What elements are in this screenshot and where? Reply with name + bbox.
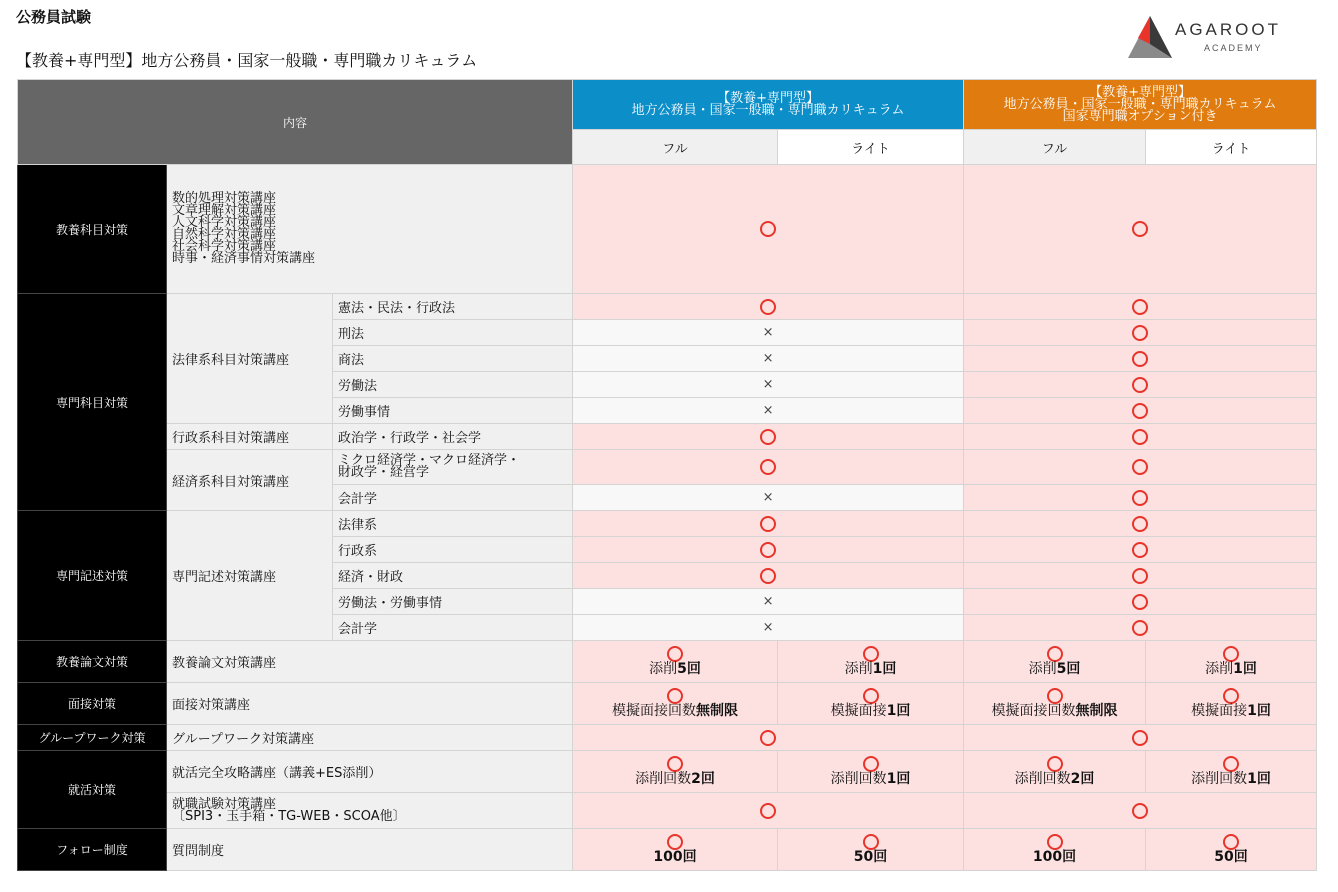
circle-mark <box>573 537 964 563</box>
header-plan-b-full: フル <box>964 130 1146 165</box>
cross-mark: × <box>573 346 964 372</box>
circle-mark <box>573 450 964 485</box>
circle-mark <box>964 450 1317 485</box>
subject: ミクロ経済学・マクロ経済学・ 財政学・経営学 <box>333 450 573 485</box>
circle-mark <box>964 485 1317 511</box>
shukatsu-b-lite: 添削回数1回 <box>1146 751 1317 793</box>
logo-wordmark: AGAROOT <box>1175 20 1282 39</box>
header-plan-a-full: フル <box>573 130 778 165</box>
circle-mark <box>964 537 1317 563</box>
category-group: グループワーク対策 <box>18 725 167 751</box>
admin-course: 行政系科目対策講座 <box>167 424 333 450</box>
circle-mark <box>573 511 964 537</box>
header-plan-a-lite: ライト <box>778 130 964 165</box>
follow-course: 質問制度 <box>167 829 573 871</box>
mensetsu-a-lite: 模擬面接1回 <box>778 683 964 725</box>
circle-mark <box>964 372 1317 398</box>
ronbun-b-lite: 添削1回 <box>1146 641 1317 683</box>
circle-mark <box>964 511 1317 537</box>
logo-triangle-icon <box>1126 14 1174 62</box>
category-mensetsu: 面接対策 <box>18 683 167 725</box>
shukatsu-b-full: 添削回数2回 <box>964 751 1146 793</box>
mensetsu-b-lite: 模擬面接1回 <box>1146 683 1317 725</box>
cross-mark: × <box>573 398 964 424</box>
econ-course: 経済系科目対策講座 <box>167 450 333 511</box>
curriculum-subtitle: 【教養+専門型】地方公務員・国家一般職・専門職カリキュラム <box>16 51 478 70</box>
kijutsu-course: 専門記述対策講座 <box>167 511 333 641</box>
subject: 労働事情 <box>333 398 573 424</box>
follow-b-lite: 50回 <box>1146 829 1317 871</box>
cross-mark: × <box>573 485 964 511</box>
curriculum-table <box>17 79 1317 871</box>
circle-mark <box>964 165 1317 294</box>
circle-mark <box>964 294 1317 320</box>
cross-mark: × <box>573 589 964 615</box>
shukatsu-a-full: 添削回数2回 <box>573 751 778 793</box>
subject: 経済・財政 <box>333 563 573 589</box>
subject: 会計学 <box>333 615 573 641</box>
category-ronbun: 教養論文対策 <box>18 641 167 683</box>
circle-mark <box>964 725 1317 751</box>
header-plan-b-lite: ライト <box>1146 130 1317 165</box>
agaroot-logo <box>1126 14 1306 62</box>
header-content: 内容 <box>18 80 573 165</box>
category-senmon: 専門科目対策 <box>18 294 167 511</box>
circle-mark <box>964 346 1317 372</box>
follow-a-lite: 50回 <box>778 829 964 871</box>
mensetsu-b-full: 模擬面接回数無制限 <box>964 683 1146 725</box>
shukatsu-a-lite: 添削回数1回 <box>778 751 964 793</box>
category-shukatsu: 就活対策 <box>18 751 167 829</box>
mensetsu-a-full: 模擬面接回数無制限 <box>573 683 778 725</box>
group-course: グループワーク対策講座 <box>167 725 573 751</box>
header-plan-a: 【教養+専門型】 地方公務員・国家一般職・専門職カリキュラム <box>573 80 964 130</box>
mensetsu-course: 面接対策講座 <box>167 683 573 725</box>
circle-mark <box>964 793 1317 829</box>
shushoku-course: 就職試験対策講座 〔SPI3・玉手箱・TG-WEB・SCOA他〕 <box>167 793 573 829</box>
circle-mark <box>573 165 964 294</box>
circle-mark <box>964 589 1317 615</box>
subject: 商法 <box>333 346 573 372</box>
law-course: 法律系科目対策講座 <box>167 294 333 424</box>
subject: 法律系 <box>333 511 573 537</box>
subject: 労働法 <box>333 372 573 398</box>
category-follow: フォロー制度 <box>18 829 167 871</box>
cross-mark: × <box>573 615 964 641</box>
ronbun-a-lite: 添削1回 <box>778 641 964 683</box>
kyoyo-courses: 数的処理対策講座 文章理解対策講座 人文科学対策講座 自然科学対策講座 社会科学対策講座 時事・経済事情対策講座 <box>167 165 573 294</box>
circle-mark <box>964 398 1317 424</box>
ronbun-b-full: 添削5回 <box>964 641 1146 683</box>
circle-mark <box>573 725 964 751</box>
follow-a-full: 100回 <box>573 829 778 871</box>
category-kyoyo: 教養科目対策 <box>18 165 167 294</box>
circle-mark <box>573 424 964 450</box>
category-kijutsu: 専門記述対策 <box>18 511 167 641</box>
circle-mark <box>964 563 1317 589</box>
shukatsu-course: 就活完全攻略講座（講義+ES添削） <box>167 751 573 793</box>
circle-mark <box>573 294 964 320</box>
follow-b-full: 100回 <box>964 829 1146 871</box>
header-plan-b: 【教養+専門型】 地方公務員・国家一般職・専門職カリキュラム 国家専門職オプション付き <box>964 80 1317 130</box>
subject: 会計学 <box>333 485 573 511</box>
cross-mark: × <box>573 372 964 398</box>
logo-academy: ACADEMY <box>1204 43 1263 53</box>
ronbun-a-full: 添削5回 <box>573 641 778 683</box>
subject: 行政系 <box>333 537 573 563</box>
cross-mark: × <box>573 320 964 346</box>
subject: 刑法 <box>333 320 573 346</box>
ronbun-course: 教養論文対策講座 <box>167 641 573 683</box>
subject: 労働法・労働事情 <box>333 589 573 615</box>
circle-mark <box>573 793 964 829</box>
circle-mark <box>964 320 1317 346</box>
circle-mark <box>573 563 964 589</box>
circle-mark <box>964 424 1317 450</box>
subject: 政治学・行政学・社会学 <box>333 424 573 450</box>
circle-mark <box>964 615 1317 641</box>
subject: 憲法・民法・行政法 <box>333 294 573 320</box>
page-title: 公務員試験 <box>16 8 92 26</box>
